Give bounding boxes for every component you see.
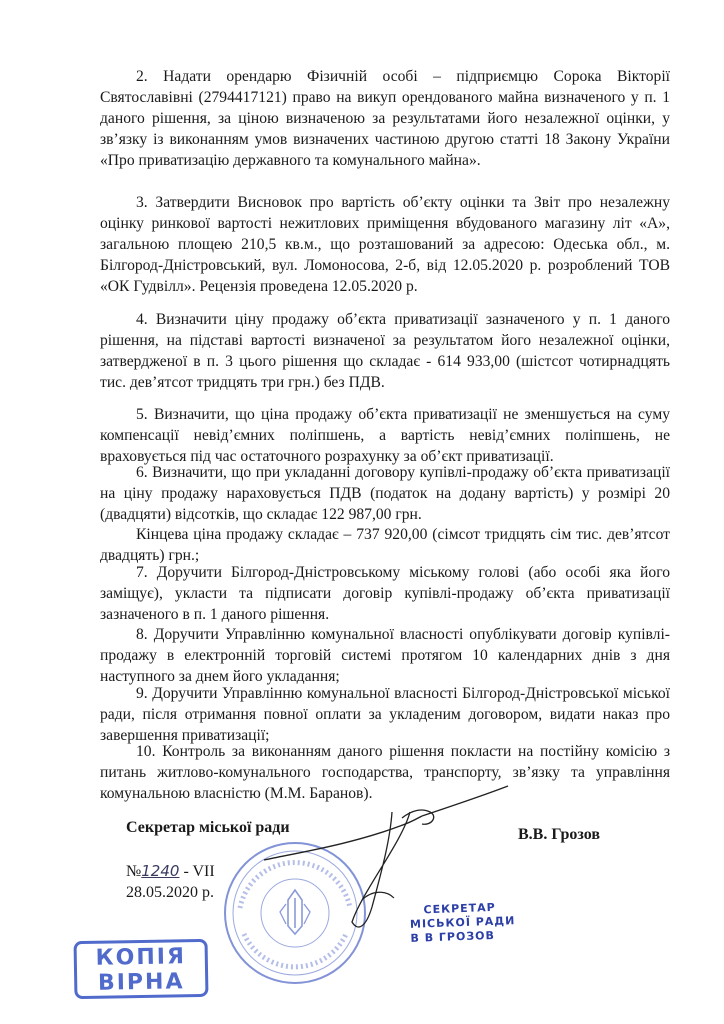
paragraph-9: 9. Доручити Управлінню комунальної власності Білгород-Дністровської міської ради, після отримання повної оплати за укладеним договором, видати наказ про завершення приватизації; bbox=[100, 685, 670, 744]
paragraph-6: 6. Визначити, що при укладанні договору купівлі-продажу об’єкта приватизації на ціну продажу нараховується ПДВ (податок на додану вартість) у розмірі 20 (двадцяти) відсотків, що складає 122 987,00 грн. bbox=[100, 464, 670, 523]
decision-date: 28.05.2020 р. bbox=[126, 884, 214, 901]
paragraph-5: 5. Визначити, що ціна продажу об’єкта приватизації не зменшується на суму компенсації невід’ємних поліпшень, а вартість невід’ємних поліпшень, не враховується під час остаточного розрахунку за об’єкт приватизації. bbox=[100, 406, 670, 465]
copy-stamp-line-2: ВІРНА bbox=[97, 969, 185, 996]
paragraph-4: 4. Визначити ціну продажу об’єкта приватизації зазначеного у п. 1 даного рішення, на підставі вартості визначеної за результатом його незалежної оцінки, затвердженої в п. 3 цього рішення що складає - 614 933,00 (шістсот чотирнадцять тис. дев’ятсот тридцять три грн.) без ПДВ. bbox=[100, 311, 670, 391]
stamp-line-1: СЕКРЕТАР bbox=[423, 900, 496, 917]
copy-stamp-line-1: КОПІЯ bbox=[95, 944, 187, 971]
signature-name: В.В. Грозов bbox=[518, 826, 600, 843]
paragraph-2: 2. Надати орендарю Фізичній особі – підприємцю Сорока Вікторії Святославівні (2794417121) право на викуп орендованого майна визначеного у п. 1 даного рішення, за ціною визначеною за результатами його незалежної оцінки, у зв’язку із виконанням умов визначених частиною другою статті 18 Закону України «Про приватизацію державного та комунального майна». bbox=[100, 68, 670, 169]
paragraph-final-price: Кінцева ціна продажу складає – 737 920,00 (сімсот тридцять сім тис. дев’ятсот двадцять) грн.; bbox=[100, 526, 670, 564]
number-prefix: № bbox=[126, 863, 142, 880]
paragraph-3: 3. Затвердити Висновок про вартість об’єкту оцінки та Звіт про незалежну оцінку ринкової вартості нежитлових приміщення вбудованого магазину літ «А», загальною площею 210,5 кв.м., що розташований за адресою: Одеська обл., м. Білгород-Дністровський, вул. Ломоносова, 2-б, від 12.05.2020 р. розроблений ТОВ «ОК Гудвілл». Рецензія проведена 12.05.2020 р. bbox=[100, 194, 670, 295]
decision-number bbox=[126, 862, 215, 881]
number-suffix: - VII bbox=[183, 863, 215, 880]
paragraph-10: 10. Контроль за виконанням даного рішення покласти на постійну комісію з питань житлово-комунального господарства, транспорту, зв’язку та управління комунальною власністю (М.М. Баранов). bbox=[100, 743, 670, 802]
stamp-line-2: МІСЬКОЇ РАДИ bbox=[409, 914, 516, 931]
certified-copy-stamp bbox=[74, 939, 209, 999]
signature-title: Секретар міської ради bbox=[126, 819, 290, 836]
stamp-line-3: В В ГРОЗОВ bbox=[410, 928, 496, 945]
paragraph-8: 8. Доручити Управлінню комунальної власності опублікувати договір купівлі-продажу в електронній торговій системі протягом 10 календарних днів з дня наступного за днем його укладання; bbox=[100, 626, 670, 685]
secretary-stamp bbox=[409, 900, 516, 946]
paragraph-7: 7. Доручити Білгород-Дністровському міському голові (або особі яка його заміщує), укласти та підписати договір купівлі-продажу об’єкта приватизації зазначеного в п. 1 даного рішення. bbox=[100, 564, 670, 623]
handwritten-number: 1240 bbox=[141, 862, 180, 880]
